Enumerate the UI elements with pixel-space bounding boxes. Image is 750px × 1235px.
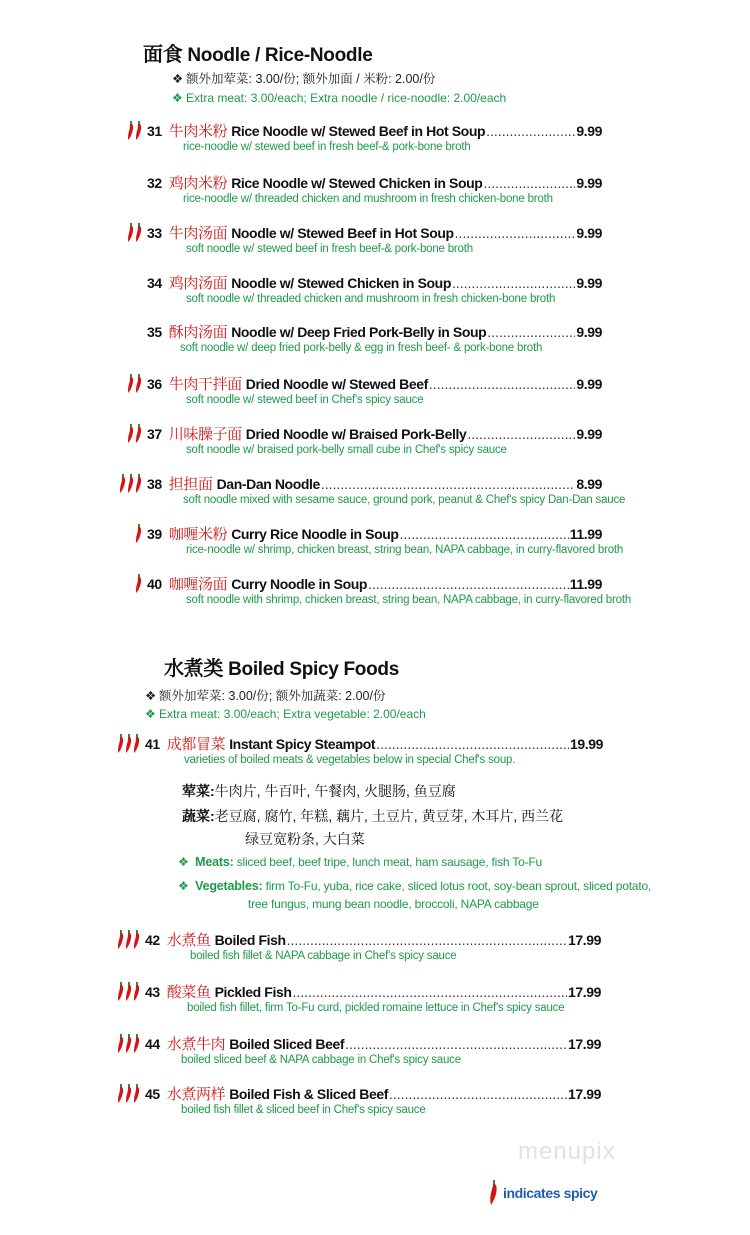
chili-pepper-icon [125, 1084, 132, 1104]
item-description: boiled sliced beef & NAPA cabbage in Chef's spicy sauce [181, 1054, 461, 1066]
item-name-zh: 酸菜鱼 [166, 984, 211, 1001]
item-name-en: Boiled Sliced Beef [229, 1036, 345, 1052]
chili-pepper-icon [133, 734, 140, 754]
item-number: 39 [147, 526, 162, 542]
menu-item [0, 573, 750, 621]
item-number: 36 [147, 376, 162, 392]
diamond-bullet-icon: ❖ [172, 91, 183, 105]
diamond-bullet-icon: ❖ [178, 855, 189, 869]
noodle-title-zh: 面食 [143, 44, 183, 66]
item-price: 19.99 [569, 736, 603, 752]
menu-item [0, 321, 750, 369]
chili-pepper-icon [135, 223, 142, 243]
menu-item [0, 373, 750, 421]
veg-en-list-cont: tree fungus, mung bean noodle, broccoli, NAPA cabbage [248, 897, 539, 911]
item-name-zh: 担担面 [168, 476, 213, 493]
item-name-en: Pickled Fish [214, 984, 292, 1000]
spicy-level [117, 734, 140, 754]
spicy-level [127, 374, 142, 394]
item-description: boiled fish fillet, firm To-Fu curd, pickled romaine lettuce in Chef's spicy sauce [187, 1002, 565, 1014]
item-price: 9.99 [576, 275, 602, 291]
item-name-en: Noodle w/ Deep Fried Pork-Belly in Soup [231, 324, 487, 340]
menu-item-line [145, 981, 601, 1002]
chili-pepper-icon [135, 524, 142, 544]
chili-pepper-icon [117, 734, 124, 754]
menu-item-line [147, 321, 602, 342]
item-price: 11.99 [569, 576, 602, 592]
item-name-zh: 成都冒菜 [166, 736, 226, 753]
item-name-en: Rice Noodle w/ Stewed Chicken in Soup [231, 175, 483, 191]
item-name-en: Curry Rice Noodle in Soup [231, 526, 399, 542]
item-number: 38 [147, 476, 162, 492]
item-price: 17.99 [567, 1036, 601, 1052]
dot-leader [368, 576, 569, 592]
noodle-section-title [143, 38, 372, 67]
menu-item [0, 733, 750, 781]
item-price: 9.99 [576, 324, 602, 340]
menu-item-line [147, 272, 602, 293]
item-name-zh: 牛肉干拌面 [168, 376, 242, 393]
noodle-extra-note-en: ❖ Extra meat: 3.00/each; Extra noodle / rice-noodle: 2.00/each [172, 91, 507, 105]
item-name-en: Boiled Fish [214, 932, 286, 948]
item-number: 37 [147, 426, 162, 442]
item-number: 34 [147, 275, 162, 291]
item-description: rice-noodle w/ shrimp, chicken breast, string bean, NAPA cabbage, in curry-flavored broth [186, 544, 624, 556]
item-name-zh: 牛肉米粉 [168, 123, 228, 140]
dot-leader [287, 932, 567, 948]
menu-item [0, 222, 750, 270]
item-name-en: Noodle w/ Stewed Beef in Hot Soup [231, 225, 454, 241]
chili-pepper-icon [135, 374, 142, 394]
item-name-zh: 咖喱米粉 [168, 526, 228, 543]
diamond-bullet-icon: ❖ [178, 879, 189, 893]
item-description: soft noodle w/ stewed beef in Chef's spicy sauce [186, 394, 424, 406]
dot-leader [321, 476, 575, 492]
item-number: 32 [147, 175, 162, 191]
spicy-level [117, 930, 140, 950]
chili-pepper-icon [125, 982, 132, 1002]
item-description: soft noodle with shrimp, chicken breast, string bean, NAPA cabbage, in curry-flavored broth [186, 594, 632, 606]
item-number: 33 [147, 225, 162, 241]
diamond-bullet-icon: ❖ [145, 689, 157, 703]
item-number: 40 [147, 576, 162, 592]
spicy-legend [489, 1180, 597, 1206]
menu-item-line [145, 733, 603, 754]
item-name-zh: 鸡肉汤面 [168, 275, 228, 292]
chili-pepper-icon [135, 424, 142, 444]
boiled-extra-note-zh: ❖ 额外加荤菜: 3.00/份; 额外加蔬菜: 2.00/份 [145, 689, 386, 703]
item-name-zh: 川味臊子面 [168, 426, 242, 443]
dot-leader [455, 225, 576, 241]
menu-item [0, 423, 750, 471]
item-name-en: Rice Noodle w/ Stewed Beef in Hot Soup [231, 123, 486, 139]
item-description: soft noodle mixed with sesame sauce, ground pork, peanut & Chef's spicy Dan-Dan sauce [183, 494, 626, 506]
item-name-en: Instant Spicy Steampot [229, 736, 376, 752]
chili-pepper-icon [127, 424, 134, 444]
chili-pepper-icon [135, 121, 142, 141]
item-description: rice-noodle w/ threaded chicken and mushroom in fresh chicken-bone broth [183, 193, 553, 205]
item-name-zh: 水煮鱼 [166, 932, 211, 949]
item-description: soft noodle w/ deep fried pork-belly & egg in fresh beef- & pork-bone broth [180, 342, 543, 354]
item-number: 45 [145, 1086, 160, 1102]
item-description: boiled fish fillet & sliced beef in Chef's spicy sauce [181, 1104, 426, 1116]
chili-pepper-icon [127, 121, 134, 141]
chili-pepper-icon [127, 474, 134, 494]
spicy-level [117, 1034, 140, 1054]
spicy-level [119, 474, 142, 494]
watermark-logo: menupix [518, 1138, 616, 1165]
boiled-section-title [164, 652, 399, 681]
menu-item-line [147, 523, 602, 544]
veg-zh-list: 蔬菜:老豆腐, 腐竹, 年糕, 藕片, 土豆片, 黄豆芽, 木耳片, 西兰花 [182, 808, 564, 824]
item-price: 9.99 [576, 225, 602, 241]
item-name-zh: 水煮两样 [166, 1086, 226, 1103]
menu-item [0, 473, 750, 521]
boiled-extra-note-en: ❖ Extra meat: 3.00/each; Extra vegetable: 2.00/each [145, 707, 426, 721]
veg-en-list: ❖ Vegetables: firm To-Fu, yuba, rice cake, sliced lotus root, soy-bean sprout, sliced potato, [178, 879, 652, 893]
item-name-en: Noodle w/ Stewed Chicken in Soup [231, 275, 451, 291]
dot-leader [452, 275, 575, 291]
diamond-bullet-icon: ❖ [145, 707, 156, 721]
dot-leader [345, 1036, 567, 1052]
chili-pepper-icon [117, 1084, 124, 1104]
item-description: boiled fish fillet & NAPA cabbage in Chef's spicy sauce [190, 950, 457, 962]
menu-item [0, 120, 750, 168]
meats-zh-list: 荤菜:牛肉片, 牛百叶, 午餐肉, 火腿肠, 鱼豆腐 [182, 783, 456, 799]
chili-pepper-icon [135, 574, 142, 594]
chili-pepper-icon [127, 374, 134, 394]
item-description: varieties of boiled meats & vegetables below in special Chef's soup. [184, 754, 516, 766]
item-price: 8.99 [576, 476, 602, 492]
menu-item [0, 523, 750, 571]
boiled-title-zh: 水煮类 [164, 658, 224, 680]
chili-pepper-icon [133, 1084, 140, 1104]
item-name-zh: 咖喱汤面 [168, 576, 228, 593]
boiled-title-en: Boiled Spicy Foods [228, 659, 399, 680]
dot-leader [389, 1086, 567, 1102]
chili-pepper-icon [125, 734, 132, 754]
chili-pepper-icon [133, 1034, 140, 1054]
item-price: 17.99 [567, 1086, 601, 1102]
item-name-zh: 鸡肉米粉 [168, 175, 228, 192]
item-number: 35 [147, 324, 162, 340]
item-price: 11.99 [569, 526, 602, 542]
item-description: rice-noodle w/ stewed beef in fresh beef-& pork-bone broth [183, 141, 471, 153]
item-name-zh: 酥肉汤面 [168, 324, 228, 341]
menu-item-line [147, 120, 602, 141]
item-name-en: Dan-Dan Noodle [216, 476, 320, 492]
noodle-title-en: Noodle / Rice-Noodle [187, 45, 373, 66]
item-price: 9.99 [576, 426, 602, 442]
spicy-level [135, 574, 142, 594]
chili-pepper-icon [117, 1034, 124, 1054]
dot-leader [467, 426, 575, 442]
diamond-bullet-icon: ❖ [172, 72, 184, 86]
menu-item-line [147, 473, 602, 494]
item-number: 31 [147, 123, 162, 139]
menu-item [0, 172, 750, 220]
spicy-level [127, 121, 142, 141]
menu-item-line [145, 1083, 601, 1104]
menu-item [0, 272, 750, 320]
menu-item-line [147, 172, 602, 193]
dot-leader [487, 324, 575, 340]
item-price: 17.99 [567, 932, 601, 948]
item-number: 42 [145, 932, 160, 948]
item-number: 43 [145, 984, 160, 1000]
item-price: 9.99 [576, 376, 602, 392]
chili-pepper-icon [133, 930, 140, 950]
chili-pepper-icon [489, 1180, 498, 1206]
menu-item-line [147, 373, 602, 394]
meats-en-list: ❖ Meats: sliced beef, beef tripe, lunch meat, ham sausage, fish To-Fu [178, 855, 542, 869]
menu-item [0, 981, 750, 1029]
chili-pepper-icon [125, 930, 132, 950]
chili-pepper-icon [133, 982, 140, 1002]
dot-leader [376, 736, 569, 752]
spicy-level [117, 982, 140, 1002]
item-price: 9.99 [576, 175, 602, 191]
item-number: 44 [145, 1036, 160, 1052]
item-number: 41 [145, 736, 160, 752]
spicy-level [117, 1084, 140, 1104]
noodle-extra-note-zh: ❖ 额外加荤菜: 3.00/份; 额外加面 / 米粉: 2.00/份 [172, 72, 436, 86]
item-price: 9.99 [576, 123, 602, 139]
dot-leader [400, 526, 569, 542]
menu-item-line [147, 573, 602, 594]
legend-text: indicates spicy [503, 1185, 598, 1201]
dot-leader [486, 123, 575, 139]
menu-item [0, 1033, 750, 1081]
item-name-en: Boiled Fish & Sliced Beef [229, 1086, 389, 1102]
menu-item-line [147, 423, 602, 444]
item-name-zh: 水煮牛肉 [166, 1036, 226, 1053]
item-description: soft noodle w/ threaded chicken and mushroom in fresh chicken-bone broth [186, 293, 556, 305]
item-name-en: Curry Noodle in Soup [231, 576, 368, 592]
item-price: 17.99 [567, 984, 601, 1000]
item-description: soft noodle w/ braised pork-belly small cube in Chef's spicy sauce [186, 444, 507, 456]
dot-leader [483, 175, 575, 191]
menu-item [0, 1083, 750, 1131]
chili-pepper-icon [127, 223, 134, 243]
veg-zh-list-cont: 绿豆宽粉条, 大白菜 [245, 831, 365, 847]
item-name-en: Dried Noodle w/ Braised Pork-Belly [245, 426, 467, 442]
spicy-level [127, 424, 142, 444]
dot-leader [293, 984, 567, 1000]
item-name-zh: 牛肉汤面 [168, 225, 228, 242]
chili-pepper-icon [125, 1034, 132, 1054]
chili-pepper-icon [117, 982, 124, 1002]
menu-item-line [145, 1033, 601, 1054]
spicy-level [127, 223, 142, 243]
menu-item-line [145, 929, 601, 950]
chili-pepper-icon [117, 930, 124, 950]
chili-pepper-icon [135, 474, 142, 494]
spicy-level [135, 524, 142, 544]
menu-item-line [147, 222, 602, 243]
dot-leader [429, 376, 575, 392]
item-description: soft noodle w/ stewed beef in fresh beef-& pork-bone broth [186, 243, 473, 255]
item-name-en: Dried Noodle w/ Stewed Beef [245, 376, 428, 392]
menu-item [0, 929, 750, 977]
chili-pepper-icon [119, 474, 126, 494]
